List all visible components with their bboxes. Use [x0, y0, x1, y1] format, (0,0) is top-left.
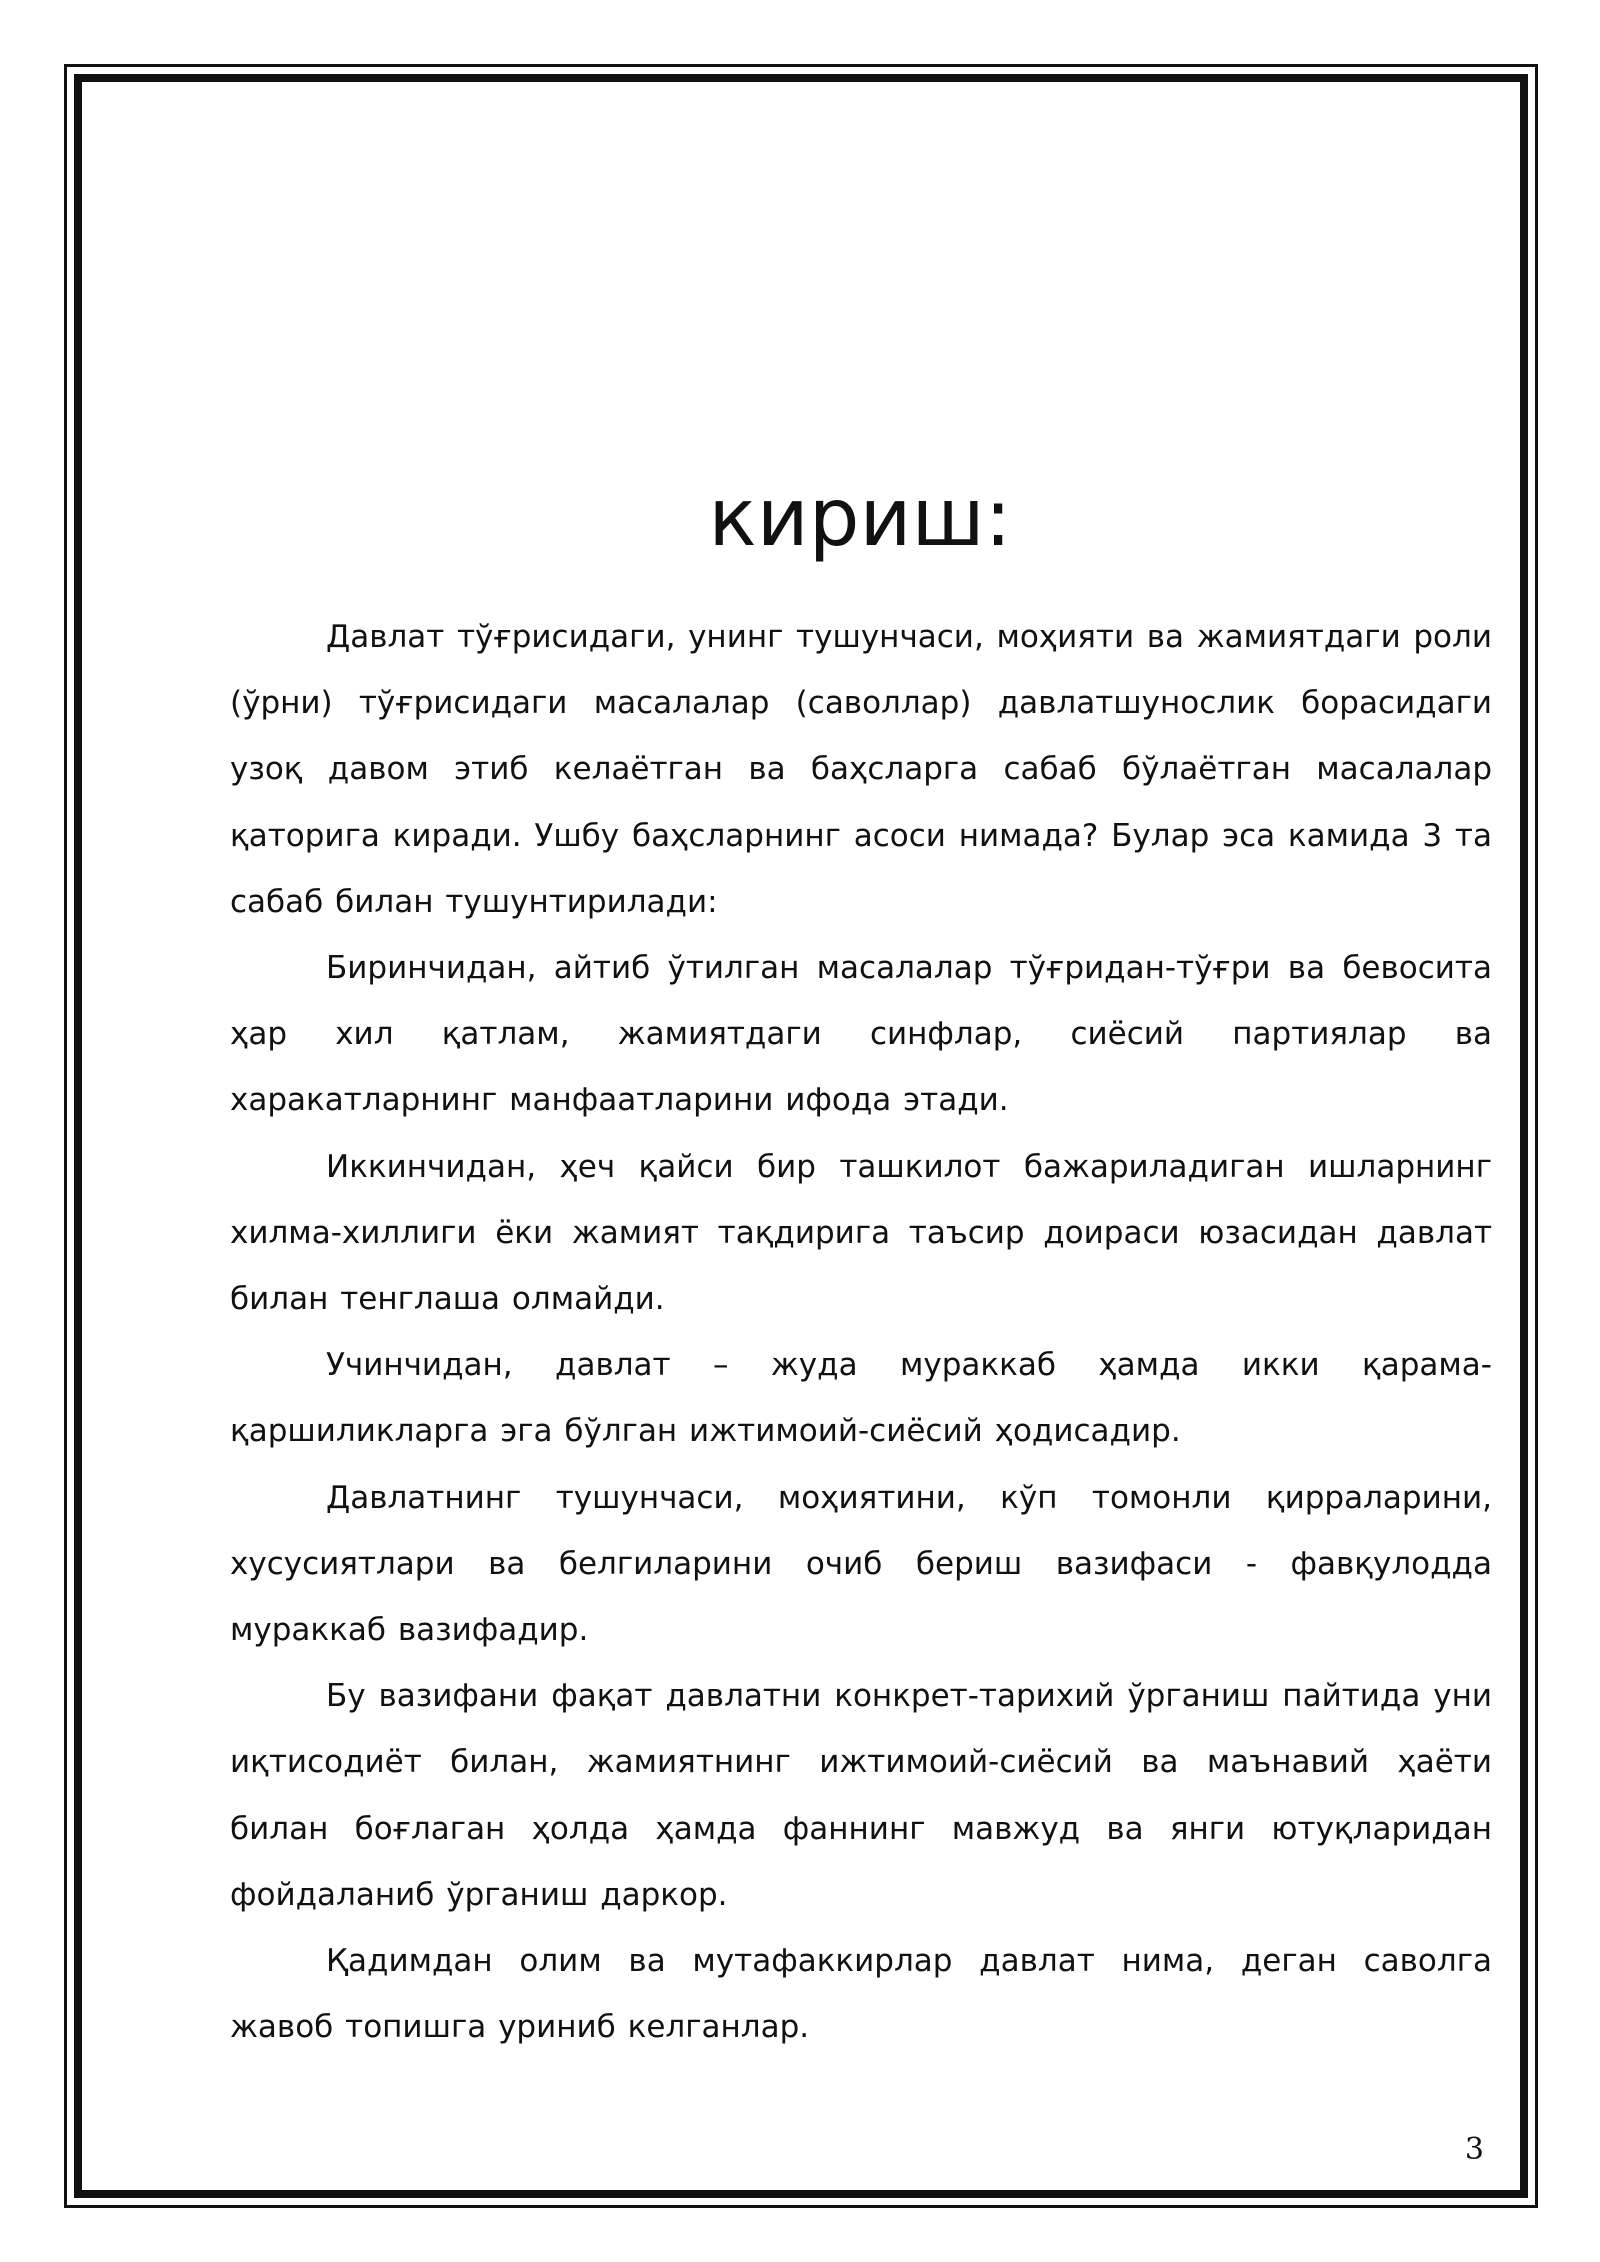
page-number: 3: [1464, 2132, 1484, 2167]
paragraph-second-reason: Иккинчидан, ҳеч қайси бир ташкилот бажариладиган ишларнинг хилма-хиллиги ёки жамият тақдирига таъсир доираси юзасидан давлат билан тенглаша олмайди.: [230, 1148, 1492, 1318]
body-text: [230, 604, 1492, 2060]
paragraph-intro: Давлат тўғрисидаги, унинг тушунчаси, моҳияти ва жамиятдаги роли (ўрни) тўғрисидаги масалалар (саволлар) давлатшунослик борасидаги узоқ давом этиб келаётган ва баҳсларга сабаб бўлаётган масалалар қаторига киради. Ушбу баҳсларнинг асоси нимада? Булар эса камида 3 та сабаб билан тушунтирилади:: [230, 619, 1492, 920]
paragraph-history: Қадимдан олим ва мутафаккирлар давлат нима, деган саволга жавоб топишга уриниб келганлар.: [230, 1943, 1492, 2046]
page-title: кириш:: [708, 471, 1012, 564]
paragraph-first-reason: Биринчидан, айтиб ўтилган масалалар тўғридан-тўғри ва бевосита ҳар хил қатлам, жамиятдаги синфлар, сиёсий партиялар ва харакатларнинг манфаатларини ифода этади.: [230, 950, 1492, 1119]
paragraph-task: Давлатнинг тушунчаси, моҳиятини, кўп томонли қирраларини, хусусиятлари ва белгиларини очиб бериш вазифаси - фавқулодда мураккаб вазифадир.: [230, 1479, 1492, 1649]
paragraph-third-reason: Учинчидан, давлат – жуда мураккаб ҳамда икки қарама-қаршиликларга эга бўлган ижтимоий-сиёсий ҳодисадир.: [230, 1347, 1492, 1450]
paragraph-method: Бу вазифани фақат давлатни конкрет-тарихий ўрганиш пайтида уни иқтисодиёт билан, жамиятнинг ижтимоий-сиёсий ва маънавий ҳаёти билан боғлаган ҳолда ҳамда фаннинг мавжуд ва янги ютуқларидан фойдаланиб ўрганиш даркор.: [230, 1678, 1492, 1913]
